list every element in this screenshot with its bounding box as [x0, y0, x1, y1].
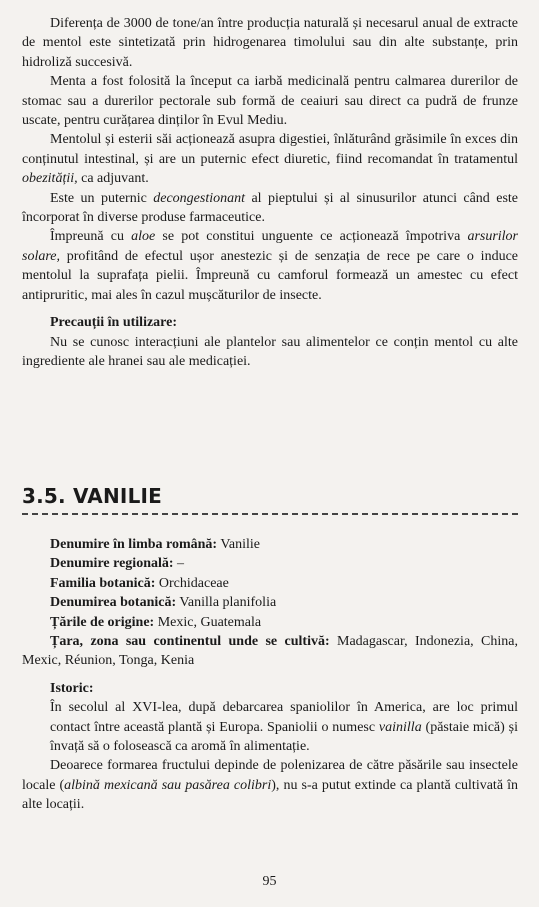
section-header	[22, 484, 518, 514]
paragraph-decongestant: Este un puternic decongestionant al pieptului și al sinusurilor atunci când este încorporat în diverse produse farmaceutice.	[22, 190, 518, 226]
field-countries-origin: Țările de origine: Mexic, Guatemala	[50, 614, 262, 630]
precautions-heading: Precauții în utilizare:	[50, 315, 178, 331]
section-divider	[22, 513, 518, 515]
field-botanical-name: Denumirea botanică: Vanilla planifolia	[50, 595, 277, 611]
page-number: 95	[262, 874, 277, 889]
paragraph-mentol-synthesis: Diferența de 3000 de tone/an între producția naturală și necesarul anual de extracte de mentol este sintetizată prin hidrogenarea timolului sau din alte substanțe, prin hidroliză succesivă.	[22, 16, 518, 70]
section-title: 3.5. VANILIE	[22, 484, 163, 508]
paragraph-mentol-digestion: Mentolul și esterii săi acționează asupra digestiei, înlăturând grăsimile în exces din conținutul intestinal, și are un puternic efect diuretic, fiind recomandat în tratamentul obezității, ca adjuvant.	[22, 132, 518, 187]
history-paragraph-2: Deoarece formarea fructului depinde de polenizarea de către păsările sau insectele locale (albină mexicană sau pasărea colibri), nu s-a putut extinde ca plantă cultivată în alte locații.	[22, 758, 518, 813]
field-regional-name: Denumire regională: –	[50, 556, 185, 572]
field-botanical-family: Familia botanică: Orchidaceae	[50, 575, 229, 591]
paragraph-mentol-history: Menta a fost folosită la început ca iarbă medicinală pentru calmarea durerilor de stomac sau a durerilor pectorale sub formă de ceaiuri sau direct ca pudră de frunze uscate, pentru curățarea dinților în Evul Mediu.	[22, 74, 518, 129]
paragraph-aloe: Împreună cu aloe se pot constitui unguente ce acționează împotriva arsurilor solare, profitând de efectul ușor anestezic și de senzația de rece pe care o induce mentolul la suprafața pielii. Împreună cu camforul formează un amestec cu efect antipruritic, mai ales în cazul mușcăturilor de insecte.	[22, 229, 519, 303]
field-romanian-name: Denumire în limba română: Vanilie	[50, 537, 261, 552]
history-heading: Istoric:	[50, 680, 94, 696]
precautions-text: Nu se cunosc interacțiuni ale plantelor sau alimentelor ce conțin mentol cu alte ingrediente ale hranei sau ale medicației.	[22, 334, 518, 369]
field-cultivation-zone: Țara, zona sau continentul unde se cultivă: Madagascar, Indonezia, China, Mexic, Réunion, Tonga, Kenia	[22, 634, 518, 669]
history-paragraph-1: În secolul al XVI-lea, după debarcarea spaniolilor în America, are loc primul contact între această plantă și Europa. Spaniolii o numesc vainilla (păstaie mică) și învață să o folosească ca aromă în alimentație.	[50, 700, 518, 755]
